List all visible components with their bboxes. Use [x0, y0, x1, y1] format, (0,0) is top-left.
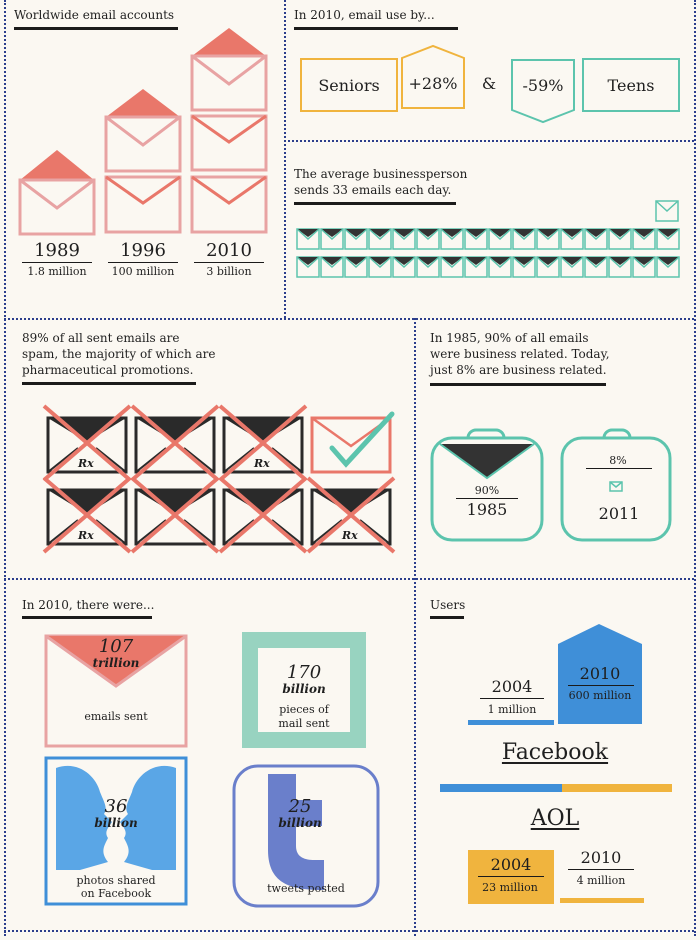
- bag-percent: 90%: [474, 484, 500, 497]
- teens-box: Teens: [582, 58, 680, 112]
- title-line: just 8% are business related.: [430, 363, 607, 377]
- aol-2004-year: 2004: [490, 855, 532, 874]
- title-underline: [430, 383, 606, 386]
- bag-underline: [586, 468, 652, 469]
- in2010-title: In 2010, there were...: [22, 598, 155, 612]
- stat-label: tweets posted: [267, 882, 345, 895]
- bag-year: 1985: [466, 500, 508, 519]
- rx-label: Rx: [78, 529, 94, 542]
- year-value: 3 billion: [206, 265, 252, 278]
- bag-year: 2011: [598, 504, 640, 523]
- bag-underline: [456, 498, 518, 499]
- stat-unit: trillion: [92, 656, 140, 670]
- stat-label: emails sent: [84, 710, 148, 723]
- usage-title: In 2010, email use by...: [294, 8, 435, 22]
- stat-number: 36: [104, 796, 128, 817]
- facebook-label: Facebook: [501, 740, 609, 765]
- seniors-box: Seniors: [300, 58, 398, 112]
- rx-label: Rx: [342, 529, 358, 542]
- fb-2004-year: 2004: [491, 677, 533, 696]
- fb-2010-year: 2010: [579, 664, 621, 683]
- year-label: 1996: [120, 240, 166, 261]
- year-value: 1.8 million: [27, 265, 87, 278]
- year-value: 100 million: [111, 265, 175, 278]
- stat-label: on Facebook: [80, 887, 152, 900]
- fb-2004-value: 1 million: [487, 703, 537, 716]
- aol-2010-year: 2010: [580, 848, 622, 867]
- year-underline: [568, 869, 634, 870]
- year-underline: [568, 685, 634, 686]
- users-chart: [410, 600, 700, 940]
- title-line: 89% of all sent emails are: [22, 331, 180, 345]
- title-line: spam, the majority of which are: [22, 347, 216, 361]
- fb-2010-value: 600 million: [568, 689, 632, 702]
- aol-2004-value: 23 million: [482, 881, 538, 894]
- stat-unit: billion: [94, 816, 138, 830]
- stat-number: 170: [286, 662, 322, 683]
- bag-percent: 8%: [609, 454, 627, 467]
- year-label: 1989: [34, 240, 80, 261]
- aol-2010-value: 4 million: [576, 874, 626, 887]
- aol-label: AOL: [530, 806, 580, 831]
- title-line: were business related. Today,: [430, 347, 610, 361]
- rx-label: Rx: [254, 457, 270, 470]
- users-title: Users: [430, 598, 466, 612]
- stat-label: mail sent: [278, 717, 330, 730]
- title-line: In 1985, 90% of all emails: [430, 331, 589, 345]
- envelope-icon: [312, 414, 392, 472]
- envelope-icon: [132, 478, 218, 552]
- accounts-title: Worldwide email accounts: [14, 8, 175, 22]
- stat-label: photos shared: [76, 874, 156, 887]
- title-line: The average businessperson: [294, 167, 468, 181]
- year-label: 2010: [206, 240, 252, 261]
- year-underline: [480, 698, 544, 699]
- title-line: pharmaceutical promotions.: [22, 363, 194, 377]
- stat-unit: billion: [282, 682, 326, 696]
- ampersand: &: [481, 73, 497, 93]
- stat-number: 25: [288, 796, 312, 817]
- teens-change: -59%: [522, 75, 564, 95]
- rx-label: Rx: [78, 457, 94, 470]
- stat-number: 107: [98, 636, 134, 657]
- business-title: [430, 330, 610, 378]
- seniors-change: +28%: [408, 73, 458, 93]
- year-underline: [478, 876, 544, 877]
- envelope-icon: [220, 478, 306, 552]
- stat-label: pieces of: [279, 703, 329, 716]
- envelope-icon: [132, 406, 218, 480]
- stat-unit: billion: [278, 816, 322, 830]
- title-line: sends 33 emails each day.: [294, 183, 452, 197]
